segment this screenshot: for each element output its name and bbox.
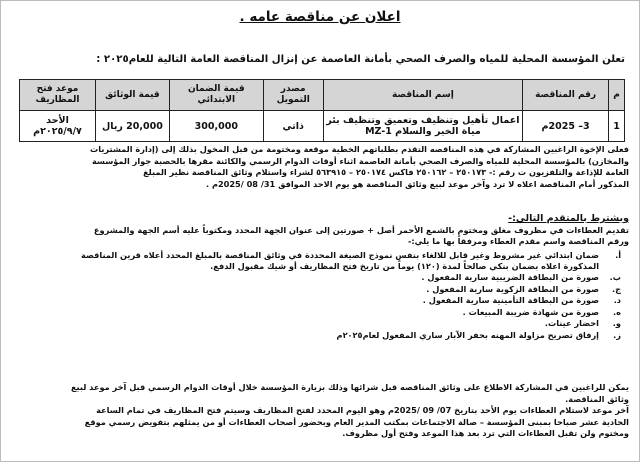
list-text: صورة من شهادة ضريبة المبيعات . xyxy=(462,306,599,317)
tender-table xyxy=(19,79,625,142)
footer-line: وثائق المناقصة. xyxy=(565,393,629,404)
list-item xyxy=(41,284,621,296)
cell-tender-name: اعمال تأهيل وتنظيف وتعميق وتنظيف بئر مياة الخير والسلام MZ-1 xyxy=(323,111,523,142)
list-item xyxy=(41,330,621,342)
list-text: إرفاق تصريح مزاولة المهنه بحفر الآبار ساري المفعول لعام٢٠٢٥م xyxy=(336,329,599,340)
header-tender-name: إسم المناقصة xyxy=(323,80,523,111)
requirements-line: ورقم المناقصة واسم مقدم العطاء ومرفقاً بها ما يلي:- xyxy=(407,236,629,246)
lead-line: فعلى الإخوة الراغبين المشاركة في هذه المناقصه التقدم بطلباتهم الخطية موقعة ومختومة من قبل المخول بذلك إلى (إدارة المشتريات xyxy=(90,144,629,154)
header-index: م xyxy=(609,80,625,111)
list-marker: أ. xyxy=(615,250,621,260)
documents-list xyxy=(41,250,621,341)
requirements-heading: ويشترط بالمتقدم التالي:- xyxy=(508,213,629,224)
list-item xyxy=(41,295,621,307)
list-marker: و. xyxy=(612,318,621,328)
list-item xyxy=(41,272,621,284)
list-item xyxy=(41,318,621,330)
list-item xyxy=(41,250,621,272)
lead-line: والمخازن) بالمؤسسة المحلية للمياه والصرف الصحي بأمانة العاصمة اثناء أوقات الدوام الرسمي والكائنة مقرها بالحصبة جوار المؤسسة xyxy=(91,155,629,166)
list-item xyxy=(41,307,621,319)
cell-guarantee-value: 300,000 xyxy=(169,111,263,142)
intro-text: تعلن المؤسسة المحلية للمياه والصرف الصحي بأمانة العاصمة عن إنزال المناقصة العامة التالية للعام٢٠٢٥ : xyxy=(96,54,625,65)
notice-title: اعلان عن مناقصة عامه . xyxy=(239,9,401,25)
list-marker: ه. xyxy=(613,306,621,317)
header-funding-source: مصدر التمويل xyxy=(263,80,323,111)
list-text: ضمان ابتدائي غير مشروط وغير قابل للالغاء بنفس نموذج الصيغة المحددة في وثائق المناقصة بالمبلغ المحدد أعلاه قرين المناقصة المذكورة اعلاه بضمان بنكي صالحاً لمدة (١٢٠) يوماً من تاريخ فتح المظاريف أو شيك مقبول الدفع. xyxy=(80,250,599,271)
header-documents-value: قيمة الوثائق xyxy=(95,80,169,111)
footer-line: آخر موعد لاستلام العطاءات يوم الأحد بتاريخ 07/ 09 /2025م وهو اليوم المحدد لفتح المظاريف وسيتم فتح المظاريف في تمام الساعة xyxy=(96,405,629,415)
header-tender-number: رقم المناقصة xyxy=(523,80,609,111)
header-opening-date: موعد فتح المظاريف xyxy=(20,80,96,111)
list-text: احضار عينات. xyxy=(544,318,599,328)
header-guarantee-value: قيمة الضمان الابتدائي xyxy=(169,80,263,111)
cell-funding-source: ذاتي xyxy=(263,111,323,142)
list-text: صورة من البطاقة الضريبية سارية المفعول . xyxy=(421,272,599,282)
footer-paragraph xyxy=(11,382,629,440)
cell-opening-date: الأحد ٢٠٢٥/٩/٧م xyxy=(20,111,96,142)
requirements-line: تقديم العطاءات في مظروف مغلق ومختوم بالشمع الأحمر أصل + صورتين إلى عنوان الجهة المحدد ومكتوباً عليه أسم الجهة والمشروع xyxy=(93,225,629,235)
list-marker: ز. xyxy=(613,329,621,340)
list-marker: د. xyxy=(613,295,621,305)
cell-index: 1 xyxy=(609,111,625,142)
lead-paragraph xyxy=(11,144,629,190)
lead-line: العامة للإذاعة والتلفزيون ت رقم :- ٢٥٠١٧٣ – ٢٥٠١٦٢ فاكس ٢٥٠١٧٤ – ٥٦٣٩١٥ لشراء واستلام وثائق المناقصة نظير المبلغ xyxy=(143,167,629,177)
list-text: صورة من البطاقة الزكوية سارية المفعول . xyxy=(426,283,599,294)
footer-line: ومختوم ولن تقبل العطاءات التي ترد بعد هذا الموعد وفتح أول مظروف. xyxy=(342,428,629,438)
table-header-row xyxy=(20,80,625,111)
footer-line: الحادية عشر صباحا بمبنى المؤسسة – صالة الاجتماعات بمكتب المدير العام وبحضور أصحاب العطاءات أو من يمثلهم بتفويض رسمي موقع xyxy=(84,416,629,427)
list-text: صورة من البطاقة التأمينية سارية المفعول . xyxy=(422,295,599,305)
lead-line: المذكور أمام المناقصة اعلاه لا ترد وآخر موعد لبيع وثائق المناقصة هو يوم الاحد الموافق 31/ 08 /2025م . xyxy=(205,178,629,189)
table-row xyxy=(20,111,625,142)
cell-tender-number: 3– 2025م xyxy=(523,111,609,142)
list-marker: ب. xyxy=(609,272,621,282)
list-marker: ج. xyxy=(611,283,621,294)
requirements-paragraph xyxy=(11,225,629,247)
footer-line: يمكن للراغبين في المشاركة الاطلاع على وثائق المناقصه قبل شرائها وذلك بزيارة المؤسسة خلال أوقات الدوام الرسمي قبل آخر موعد لبيع xyxy=(70,382,629,392)
cell-documents-value: 20,000 ريال xyxy=(95,111,169,142)
